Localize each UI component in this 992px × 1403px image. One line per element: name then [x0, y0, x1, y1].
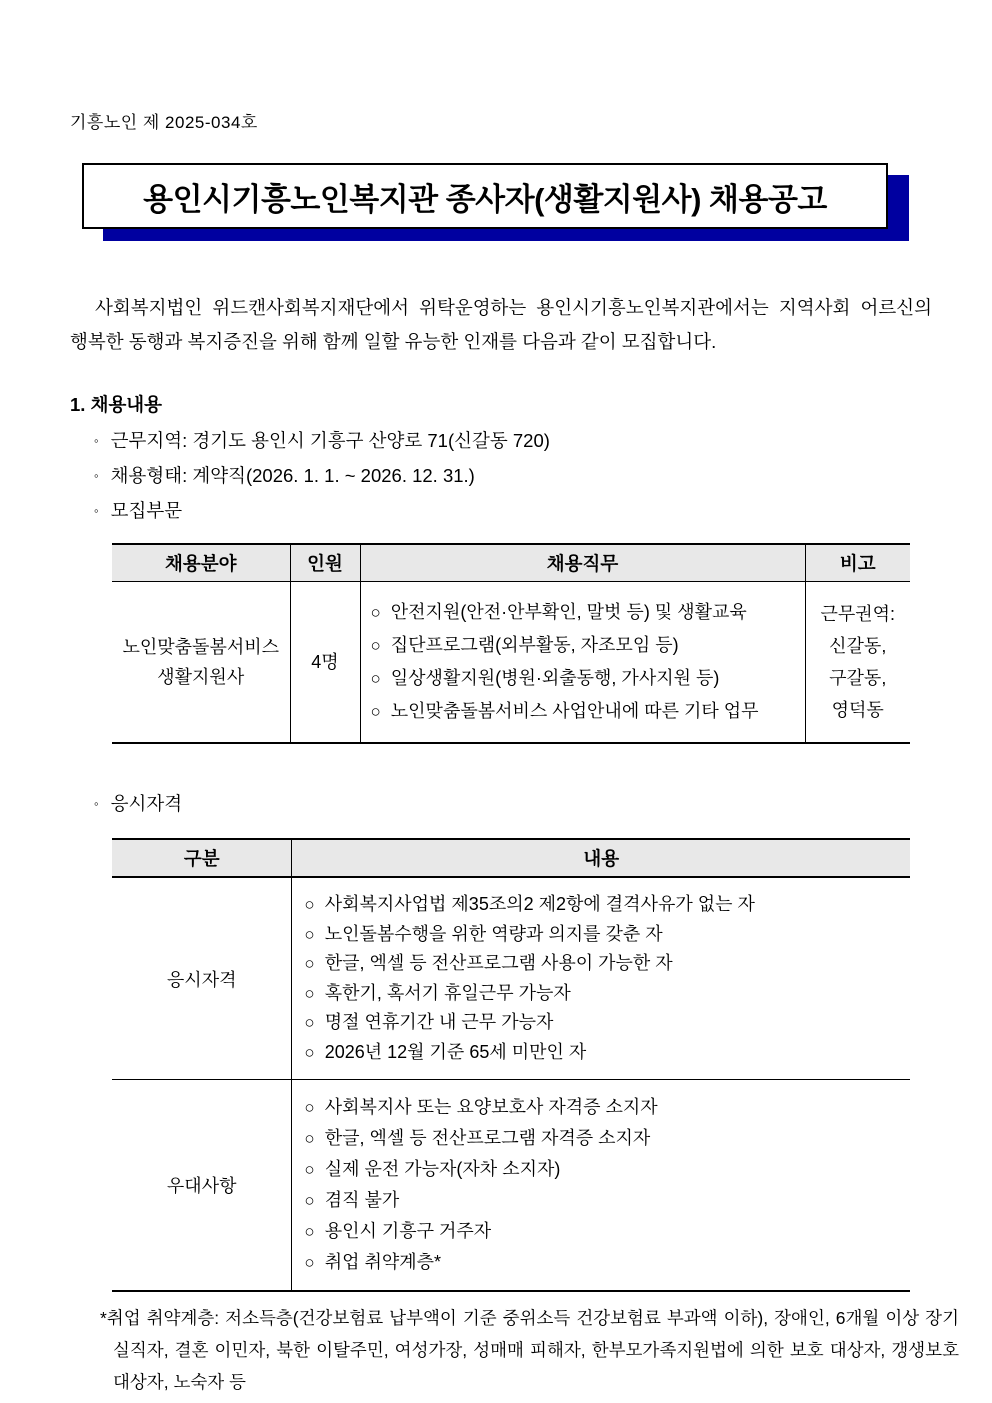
circle-bullet-icon: ○: [304, 1042, 315, 1062]
field-line: 생활지원사: [157, 667, 245, 687]
table-header-row: [112, 544, 910, 582]
list-item: [94, 790, 932, 816]
duty-item: [371, 695, 799, 728]
circle-bullet-icon: ○: [304, 1160, 315, 1179]
qual-item: [304, 1092, 904, 1123]
list-item: [94, 462, 932, 488]
note-line: 신갈동,: [829, 636, 887, 656]
recruit-table: [112, 543, 910, 744]
circle-bullet-icon: ○: [304, 924, 315, 944]
duty-item: [371, 629, 799, 662]
duty-text: 안전지원(안전·안부확인, 말벗 등) 및 생활교육: [390, 602, 747, 622]
qual-text: 노인돌봄수행을 위한 역량과 의지를 갖춘 자: [324, 923, 663, 944]
qual-item: [304, 1008, 904, 1038]
qual-item: [304, 920, 904, 950]
circle-bullet-icon: ○: [304, 1098, 315, 1117]
qual-text: 사회복지사 또는 요양보호사 자격증 소지자: [324, 1097, 658, 1117]
bullet-text: 근무지역: 경기도 용인시 기흥구 산양로 71(신갈동 720): [110, 430, 550, 451]
qual-item: [304, 1038, 904, 1068]
qualification-table: [112, 838, 910, 1292]
intro-paragraph: 사회복지법인 위드캔사회복지재단에서 위탁운영하는 용인시기흥노인복지관에서는 지역사회 어르신의 행복한 동행과 복지증진을 위해 함께 일할 유능한 인재를 다음과 같이 모집합니다.: [70, 297, 932, 352]
col-header-count: 인원: [290, 544, 360, 582]
qual-text: 2026년 12월 기준 65세 미만인 자: [324, 1041, 587, 1062]
circle-bullet-icon: ○: [304, 954, 315, 973]
col-header-content: 내용: [292, 839, 910, 877]
duty-item: [371, 662, 799, 695]
circle-bullet-icon: ○: [370, 669, 381, 688]
note-line: 근무권역:: [820, 604, 896, 624]
qual-item: [304, 1247, 904, 1278]
qual-item: [304, 949, 904, 979]
circle-bullet-icon: ○: [304, 1129, 315, 1148]
bullet-icon: ◦: [94, 503, 99, 518]
qual-text: 명절 연휴기간 내 근무 가능자: [324, 1012, 554, 1032]
qual-text: 실제 운전 가능자(자차 소지자): [324, 1159, 561, 1179]
qual-text: 한글, 엑셀 등 전산프로그램 사용이 가능한 자: [324, 953, 673, 973]
duties-cell: [360, 582, 805, 744]
col-header-note: 비고: [805, 544, 910, 582]
qual-item: [304, 1154, 904, 1185]
bullet-text: 채용형태: 계약직(2026. 1. 1. ~ 2026. 12. 31.): [110, 465, 475, 486]
circle-bullet-icon: ○: [304, 1191, 315, 1210]
list-item: [94, 497, 932, 523]
note-line: 구갈동,: [829, 668, 887, 688]
circle-bullet-icon: ○: [304, 1222, 315, 1241]
circle-bullet-icon: ○: [370, 603, 381, 622]
field-line: 노인맞춤돌봄서비스: [122, 637, 279, 657]
table-header-row: [112, 839, 910, 877]
qual-text: 사회복지사업법 제35조의2 제2항에 결격사유가 없는 자: [324, 894, 755, 914]
bullet-text: 모집부문: [110, 500, 183, 521]
qual-text: 취업 취약계층*: [324, 1252, 442, 1272]
items-cell: [292, 877, 910, 1080]
section-bullet-list: [70, 427, 932, 523]
table-row: [112, 877, 910, 1080]
count-cell: 4명: [290, 582, 360, 744]
items-cell: [292, 1080, 910, 1292]
field-cell: [112, 582, 290, 744]
bullet-icon: ◦: [94, 796, 99, 811]
circle-bullet-icon: ○: [304, 1013, 315, 1032]
row-label: 응시자격: [112, 877, 292, 1080]
table-row: [112, 1080, 910, 1292]
circle-bullet-icon: ○: [304, 983, 315, 1003]
col-header-field: 채용분야: [112, 544, 290, 582]
duty-text: 집단프로그램(외부활동, 자조모임 등): [390, 635, 679, 655]
title-banner: [82, 163, 912, 243]
qual-item: [304, 890, 904, 920]
qual-text: 겸직 불가: [324, 1190, 400, 1210]
list-item: [94, 427, 932, 453]
qual-item: [304, 979, 904, 1009]
duty-text: 일상생활지원(병원·외출동행, 가사지원 등): [390, 668, 720, 688]
bullet-text: 응시자격: [110, 793, 183, 814]
duty-item: [371, 596, 799, 629]
qual-item: [304, 1216, 904, 1247]
section-heading: 1. 채용내용: [70, 394, 163, 415]
circle-bullet-icon: ○: [304, 895, 315, 914]
row-label: 우대사항: [112, 1080, 292, 1292]
qual-item: [304, 1185, 904, 1216]
note-cell: [805, 582, 910, 744]
document-number: 기흥노인 제 2025-034호: [70, 113, 258, 132]
circle-bullet-icon: ○: [304, 1253, 315, 1272]
bullet-icon: ◦: [94, 433, 99, 448]
qual-text: 용인시 기흥구 거주자: [324, 1221, 492, 1241]
footnote: *취업 취약계층: 저소득층(건강보험료 납부액이 기준 중위소득 건강보험료 부과액 이하), 장애인, 6개월 이상 장기 실직자, 결혼 이민자, 북한 이탈주민, 여성가장, 성매매 피해자, 한부모가족지원법에 의한 보호 대상자, 갱생보호 대상자, 노숙자 등: [100, 1308, 959, 1392]
col-header-duties: 채용직무: [360, 544, 805, 582]
qual-item: [304, 1123, 904, 1154]
circle-bullet-icon: ○: [370, 702, 381, 721]
note-line: 영덕동: [831, 700, 884, 720]
page-title: 용인시기흥노인복지관 종사자(생활지원사) 채용공고: [82, 163, 888, 229]
table-row: [112, 582, 910, 744]
duty-text: 노인맞춤돌봄서비스 사업안내에 따른 기타 업무: [390, 701, 759, 721]
col-header-category: 구분: [112, 839, 292, 877]
qual-text: 혹한기, 혹서기 휴일근무 가능자: [324, 982, 571, 1003]
qual-text: 한글, 엑셀 등 전산프로그램 자격증 소지자: [324, 1128, 651, 1148]
circle-bullet-icon: ○: [370, 636, 381, 655]
bullet-icon: ◦: [94, 468, 99, 483]
